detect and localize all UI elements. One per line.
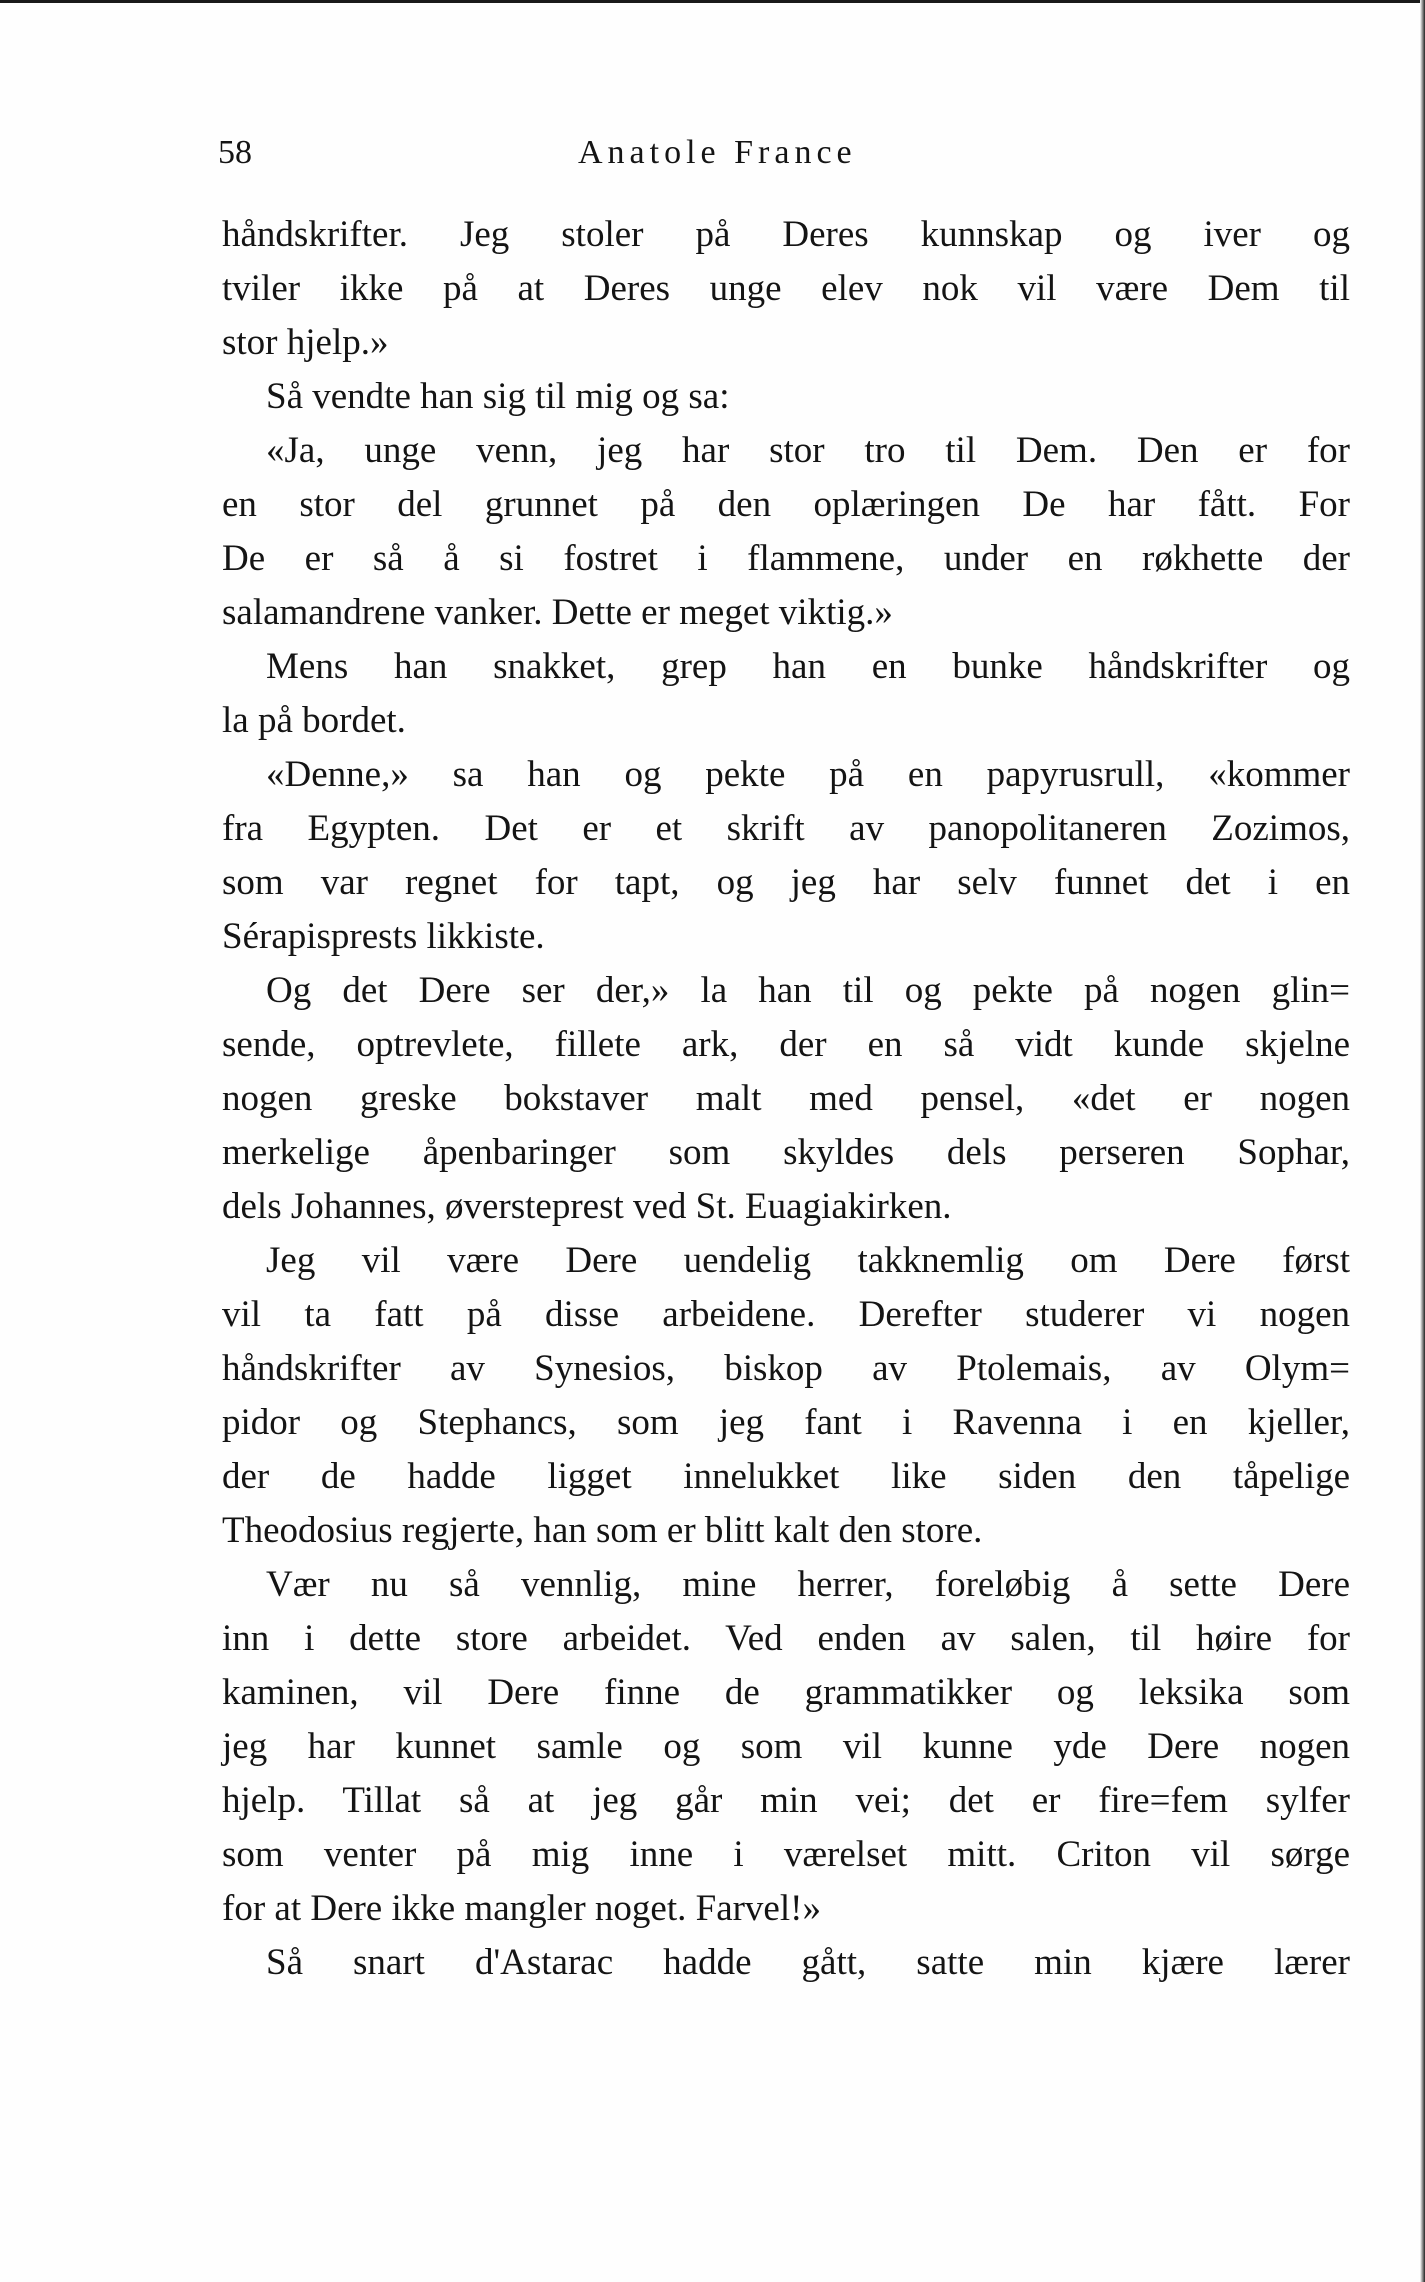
text-line: Jeg vil være Dere uendelig takknemlig om Dere først <box>266 1240 1350 1281</box>
text-line: Så snart d'Astarac hadde gått, satte min kjære lærer <box>266 1942 1350 1983</box>
page-top-edge <box>0 0 1425 3</box>
text-line: hjelp. Tillat så at jeg går min vei; det er fire=fem sylfer <box>222 1780 1350 1821</box>
text-line: «Ja, unge venn, jeg har stor tro til Dem. Den er for <box>266 430 1350 471</box>
text-line: sende, optrevlete, fillete ark, der en så vidt kunde skjelne <box>222 1024 1350 1065</box>
text-line: nogen greske bokstaver malt med pensel, «det er nogen <box>222 1078 1350 1119</box>
text-line: tviler ikke på at Deres unge elev nok vil være Dem til <box>222 268 1350 309</box>
text-line: Vær nu så vennlig, mine herrer, foreløbig å sette Dere <box>266 1564 1350 1605</box>
text-line: Så vendte han sig til mig og sa: <box>266 376 730 417</box>
text-line: Theodosius regjerte, han som er blitt kalt den store. <box>222 1510 983 1551</box>
text-line: fra Egypten. Det er et skrift av panopolitaneren Zozimos, <box>222 808 1350 849</box>
running-head <box>218 128 1368 178</box>
text-line: som var regnet for tapt, og jeg har selv funnet det i en <box>222 862 1350 903</box>
text-line: pidor og Stephancs, som jeg fant i Ravenna i en kjeller, <box>222 1402 1350 1443</box>
text-line: De er så å si fostret i flammene, under en røkhette der <box>222 538 1350 579</box>
text-line: som venter på mig inne i værelset mitt. Criton vil sørge <box>222 1834 1350 1875</box>
text-line: salamandrene vanker. Dette er meget viktig.» <box>222 592 893 633</box>
text-line: vil ta fatt på disse arbeidene. Derefter studerer vi nogen <box>222 1294 1350 1335</box>
text-line: Mens han snakket, grep han en bunke håndskrifter og <box>266 646 1350 687</box>
body-text <box>222 208 1350 1990</box>
text-line: en stor del grunnet på den oplæringen De har fått. For <box>222 484 1350 525</box>
text-line: inn i dette store arbeidet. Ved enden av salen, til høire for <box>222 1618 1350 1659</box>
text-line: merkelige åpenbaringer som skyldes dels perseren Sophar, <box>222 1132 1350 1173</box>
text-line: stor hjelp.» <box>222 322 389 363</box>
page-right-edge <box>1420 0 1425 2282</box>
page-number: 58 <box>218 134 252 171</box>
text-line: kaminen, vil Dere finne de grammatikker og leksika som <box>222 1672 1350 1713</box>
text-line: dels Johannes, øversteprest ved St. Euagiakirken. <box>222 1186 952 1227</box>
running-title: Anatole France <box>578 134 857 171</box>
text-line: håndskrifter av Synesios, biskop av Ptolemais, av Olym= <box>222 1348 1350 1389</box>
text-line: håndskrifter. Jeg stoler på Deres kunnskap og iver og <box>222 214 1350 255</box>
text-line: Sérapisprests likkiste. <box>222 916 545 957</box>
text-line: la på bordet. <box>222 700 406 741</box>
text-line: for at Dere ikke mangler noget. Farvel!» <box>222 1888 821 1929</box>
text-line: jeg har kunnet samle og som vil kunne yde Dere nogen <box>222 1726 1350 1767</box>
text-line: «Denne,» sa han og pekte på en papyrusrull, «kommer <box>266 754 1350 795</box>
text-line: Og det Dere ser der,» la han til og pekte på nogen glin= <box>266 970 1350 1011</box>
text-line: der de hadde ligget innelukket like siden den tåpelige <box>222 1456 1350 1497</box>
